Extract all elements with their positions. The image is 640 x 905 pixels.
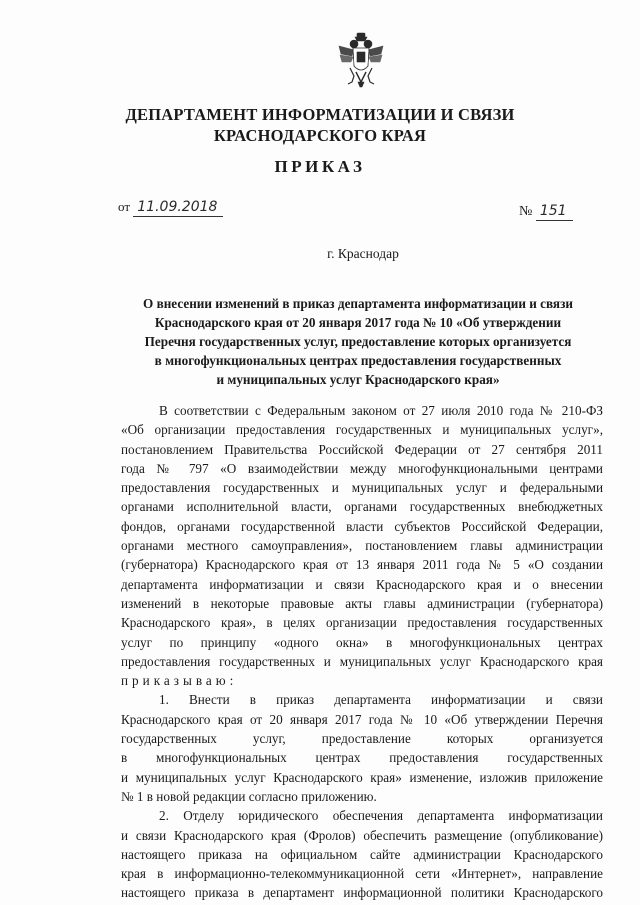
department-name-line-2: КРАСНОДАРСКОГО КРАЯ	[213, 126, 427, 145]
body-line: и связи Краснодарского края (Фролов) обеспечить размещение (опубликование)	[121, 827, 603, 843]
number-value: 151	[536, 203, 573, 221]
body-line: предоставления государственных и муниципальных услуг и федеральными	[121, 480, 603, 496]
subject-line: Краснодарского края от 20 января 2017 года № 10 «Об утверждении	[154, 315, 562, 330]
body-line: настоящего приказа на официальном сайте администрации Краснодарского	[121, 846, 603, 862]
order-number	[519, 203, 573, 220]
body-line: государственных услуг, предоставление которых организуется	[121, 731, 603, 747]
order-subject	[108, 294, 608, 389]
subject-line: и муниципальных услуг Краснодарского края»	[216, 372, 500, 387]
body-line: постановлением Правительства Российской Федерации от 27 сентября 2011	[121, 441, 603, 457]
body-line: фондов, органами государственной власти субъектов Российской Федерации,	[121, 518, 603, 534]
document-type-title: ПРИКАЗ	[274, 157, 366, 176]
department-name-line-1: ДЕПАРТАМЕНТ ИНФОРМАТИЗАЦИИ И СВЯЗИ	[125, 105, 515, 124]
body-line: услуг по принципу «одного окна» в многофункциональных центрах	[121, 634, 603, 650]
coat-of-arms-emblem	[338, 32, 384, 88]
body-line: края в информационно-телекоммуникационной сети «Интернет», направление	[121, 866, 603, 882]
body-line-decree: приказываю:	[121, 673, 238, 689]
body-line: 2. Отделу юридического обеспечения департамента информатизации	[159, 808, 603, 824]
city-name: г. Краснодар	[327, 246, 399, 261]
body-line: 1. Внести в приказ департамента информатизации и связи	[159, 692, 603, 708]
body-line: Краснодарского края от 20 января 2017 года № 10 «Об утверждении Перечня	[121, 711, 603, 727]
body-line: и муниципальных услуг Краснодарского края» изменение, изложив приложение	[121, 769, 603, 785]
body-line: департамента информатизации и связи Краснодарского края и о внесении	[121, 576, 603, 592]
order-body	[121, 401, 603, 903]
date-prefix: от	[118, 199, 131, 214]
body-line: предоставления государственных и муниципальных услуг Краснодарского края	[121, 653, 603, 669]
date-value: 11.09.2018	[133, 199, 223, 217]
subject-line: Перечня государственных услуг, предоставление которых организуется	[144, 334, 572, 349]
body-line: В соответствии с Федеральным законом от 27 июля 2010 года № 210-ФЗ	[159, 403, 603, 418]
body-line: года № 797 «О взаимодействии между многофункциональными центрами	[121, 460, 603, 476]
body-line: в многофункциональных центрах предоставления государственных	[121, 750, 603, 766]
subject-line: О внесении изменений в приказ департамента информатизации и связи	[143, 296, 573, 311]
body-line: органами исполнительной власти, органами государственных внебюджетных	[121, 499, 603, 515]
order-date	[118, 199, 223, 215]
body-line: изменений в некоторые правовые акты главы администрации (губернатора)	[121, 595, 603, 611]
body-line: «Об организации предоставления государственных и муниципальных услуг»,	[121, 422, 603, 438]
subject-line: в многофункциональных центрах предоставления государственных	[154, 353, 562, 368]
body-line: органами местного самоуправления», постановлением главы администрации	[121, 538, 603, 554]
body-line: (губернатора) Краснодарского края от 13 января 2011 года № 5 «О создании	[121, 557, 603, 573]
body-line: № 1 в новой редакции согласно приложению.	[121, 788, 377, 804]
body-line: Краснодарского края», в целях организации предоставления государственных	[121, 615, 603, 631]
body-line: настоящего приказа в департамент информационной политики Краснодарского	[121, 885, 603, 901]
number-prefix: №	[519, 204, 533, 219]
